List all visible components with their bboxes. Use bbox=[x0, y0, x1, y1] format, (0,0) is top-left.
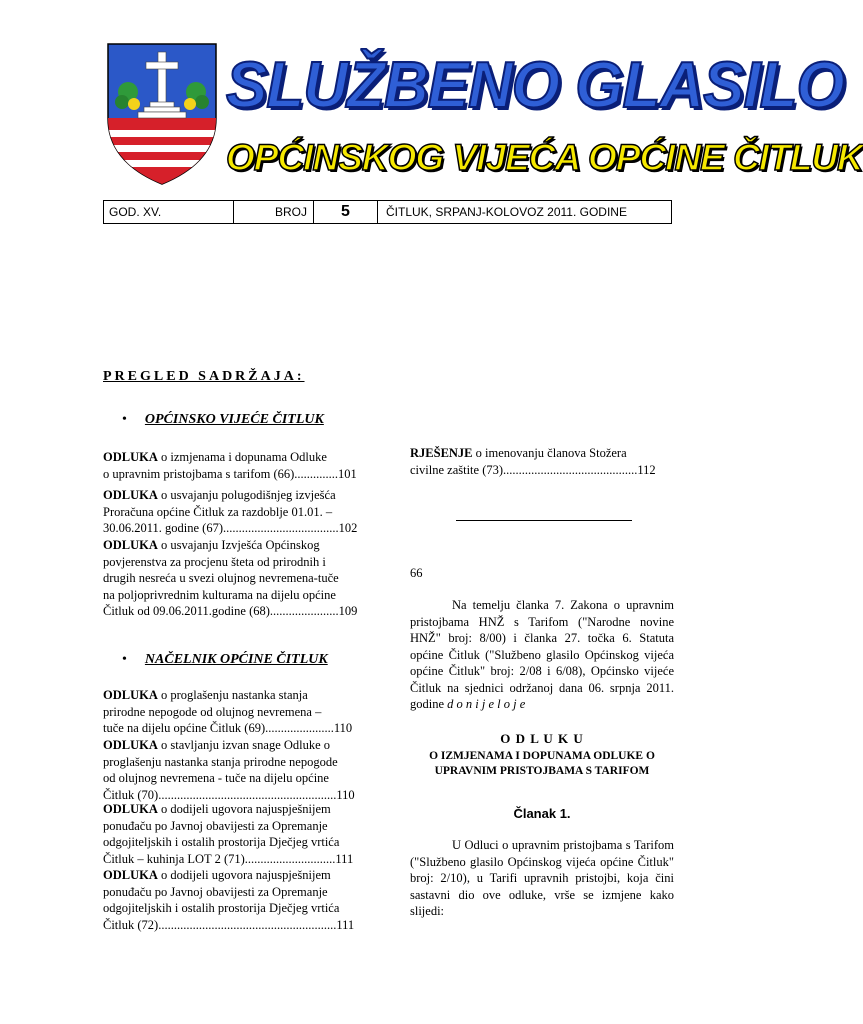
bullet-icon: • bbox=[122, 412, 127, 427]
entry-line: prirodne nepogode od olujnog nevremena – bbox=[103, 704, 322, 719]
entry-text: o stavljanju izvan snage Odluke o bbox=[161, 738, 331, 752]
entry-line: odgojiteljskih i ostalih prostorija Dječjeg vrtića bbox=[103, 901, 340, 915]
contents-heading: PREGLED SADRŽAJA: bbox=[103, 369, 305, 384]
entry-text: o imenovanju članova Stožera bbox=[475, 446, 627, 460]
entry-line: o upravnim pristojbama s tarifom (66)..............101 bbox=[103, 466, 357, 481]
entry-kind: ODLUKA bbox=[103, 868, 158, 882]
contents-entry bbox=[103, 737, 365, 803]
act-preamble-text: Na temelju članka 7. Zakona o upravnim pristojbama HNŽ s Tarifom ("Narodne novine HNŽ" broj: 8/00) i članka 27. točka 6. Statuta općine Čitluk ("Službeno glasilo Općinskog vijeća općine Čitluk" broj: 2/08 i 6/08), Općinsko vijeće Čitluk na sjednici održanoj dana 06. srpnja 2011. godine bbox=[410, 598, 674, 711]
entry-line: ponuđaču po Javnoj obavijesti za Opremanje bbox=[103, 884, 328, 899]
entry-line: Čitluk – kuhinja LOT 2 (71).............................111 bbox=[103, 851, 354, 866]
issue-place-date: ČITLUK, SRPANJ-KOLOVOZ 2011. GODINE bbox=[386, 205, 627, 219]
entry-text: o usvajanju polugodišnjeg izvješća bbox=[161, 488, 336, 502]
contents-entry bbox=[103, 537, 365, 620]
entry-text: o usvajanju Izvješća Općinskog bbox=[161, 538, 320, 552]
coat-of-arms-logo bbox=[104, 40, 220, 188]
entry-line: proglašenju nastanka stanja prirodne nepogode bbox=[103, 754, 338, 769]
masthead-subtitle: OPĆINSKOG VIJEĆA OPĆINE ČITLUK bbox=[226, 137, 863, 178]
entry-line: Proračuna općine Čitluk za razdoblje 01.01. – bbox=[103, 504, 333, 519]
entry-line: na poljoprivrednim kulturama na dijelu općine bbox=[103, 587, 336, 602]
entry-kind: ODLUKA bbox=[103, 688, 158, 702]
act-number: 66 bbox=[410, 566, 423, 580]
entry-text: o izmjenama i dopunama Odluke bbox=[161, 450, 327, 464]
entry-kind: ODLUKA bbox=[103, 738, 158, 752]
contents-entry bbox=[103, 867, 365, 933]
issue-number: 5 bbox=[314, 201, 378, 223]
act-preamble bbox=[410, 597, 674, 713]
issue-year: GOD. XV. bbox=[104, 201, 234, 223]
contents-entry bbox=[410, 445, 674, 478]
act-subtitle-1: O IZMJENAMA I DOPUNAMA ODLUKE O bbox=[429, 750, 655, 762]
entry-text: o dodijeli ugovora najuspješnijem bbox=[161, 802, 331, 816]
entry-line: ponuđaču po Javnoj obavijesti za Opremanje bbox=[103, 818, 328, 833]
separator-line bbox=[456, 520, 632, 521]
section-2-heading bbox=[122, 650, 328, 668]
entry-line: od olujnog nevremena - tuče na dijelu općine bbox=[103, 771, 329, 785]
entry-text: o dodijeli ugovora najuspješnijem bbox=[161, 868, 331, 882]
entry-kind: ODLUKA bbox=[103, 802, 158, 816]
entry-line: Čitluk (70).........................................................110 bbox=[103, 787, 355, 802]
entry-line: 30.06.2011. godine (67).....................................102 bbox=[103, 521, 358, 535]
entry-kind: ODLUKA bbox=[103, 450, 158, 464]
article-text: U Odluci o upravnim pristojbama s Tarifom ("Službeno glasilo Općinskog vijeća općine Čitluk" broj: 2/10), u Tarifi upravnih pristojbi, koja čini sastavni dio ove odluke, vrše se izmjene kako slijedi: bbox=[410, 838, 674, 918]
entry-kind: ODLUKA bbox=[103, 538, 158, 552]
section-1-title: OPĆINSKO VIJEĆE ČITLUK bbox=[144, 412, 324, 427]
entry-line: povjerenstva za procjenu šteta od prirodnih i bbox=[103, 554, 326, 569]
contents-entry bbox=[103, 801, 365, 867]
entry-kind: ODLUKA bbox=[103, 488, 158, 502]
contents-entry bbox=[103, 687, 365, 737]
entry-line: civilne zaštite (73)...........................................112 bbox=[410, 462, 656, 477]
masthead-title: SLUŽBENO GLASILO bbox=[226, 49, 844, 122]
act-title: O D L U K U bbox=[500, 731, 584, 746]
contents-entry bbox=[103, 487, 365, 537]
act-preamble-end: d o n i j e l o j e bbox=[447, 697, 526, 711]
section-1-heading bbox=[122, 410, 324, 428]
article-heading: Članak 1. bbox=[513, 806, 571, 821]
issue-info-bar bbox=[103, 200, 672, 224]
entry-line: tuče na dijelu općine Čitluk (69)......................110 bbox=[103, 721, 353, 735]
issue-number-label: BROJ bbox=[234, 201, 314, 223]
entry-kind: RJEŠENJE bbox=[410, 446, 473, 460]
section-2-title: NAČELNIK OPĆINE ČITLUK bbox=[144, 652, 328, 667]
entry-line: drugih nesreća u svezi olujnog nevremena-tuče bbox=[103, 571, 339, 585]
entry-line: odgojiteljskih i ostalih prostorija Dječjeg vrtića bbox=[103, 835, 340, 849]
entry-text: o proglašenju nastanka stanja bbox=[161, 688, 308, 702]
entry-line: Čitluk od 09.06.2011.godine (68)......................109 bbox=[103, 604, 358, 618]
act-subtitle-2: UPRAVNIM PRISTOJBAMA S TARIFOM bbox=[434, 765, 650, 777]
bullet-icon: • bbox=[122, 652, 127, 667]
contents-entry bbox=[103, 449, 365, 482]
entry-line: Čitluk (72).........................................................111 bbox=[103, 917, 355, 932]
